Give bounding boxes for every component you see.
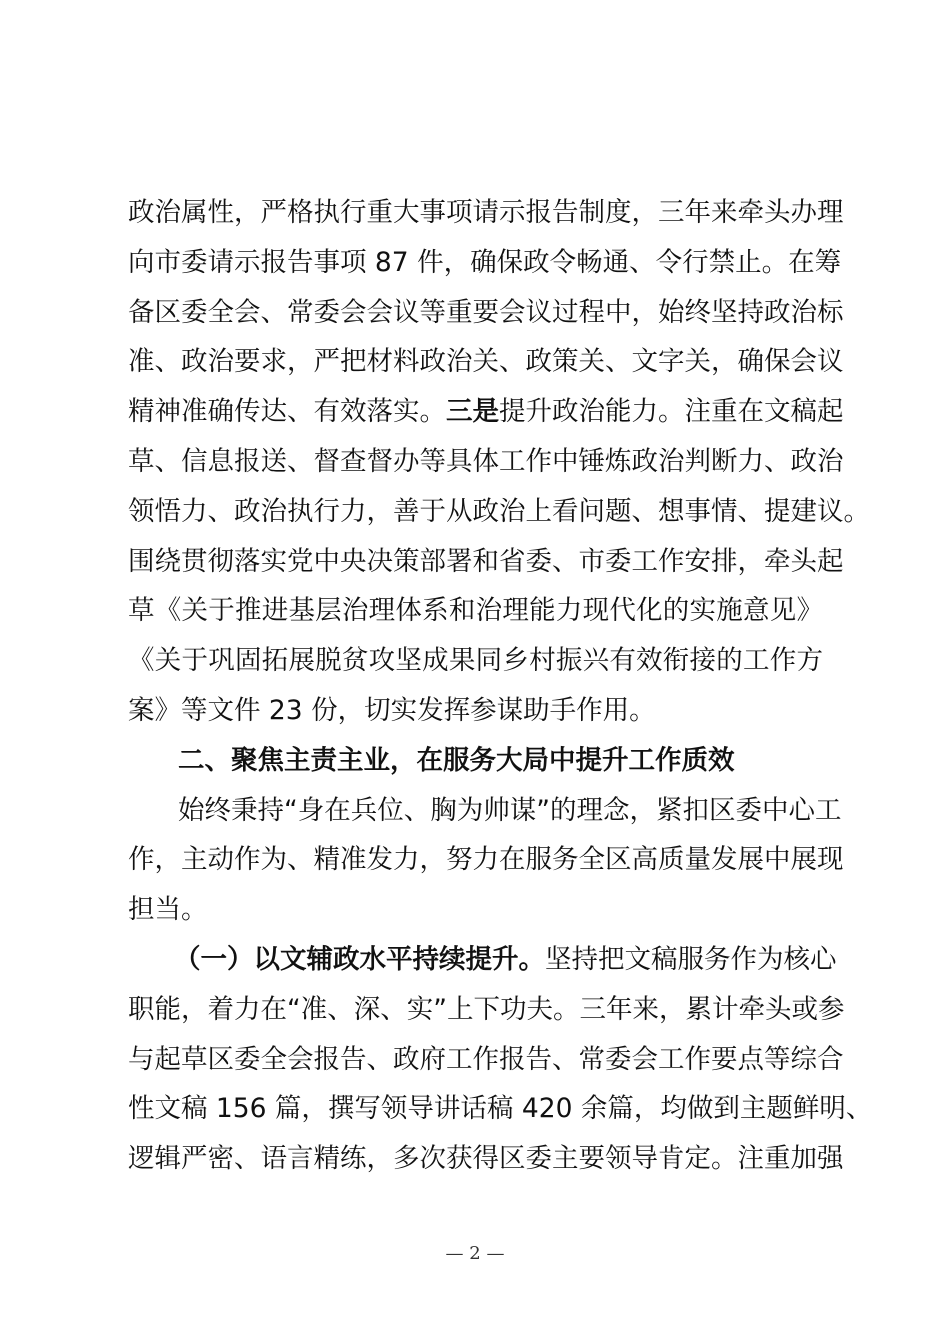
text-line <box>128 337 844 387</box>
text-segment: 领悟力、政治执行力，善于从政治上看问题、想事情、提建议。 <box>128 495 870 527</box>
text-segment: 职能，着力在“准、深、实”上下功夫。三年来，累计牵头或参 <box>128 993 845 1025</box>
text-segment: 政治属性，严格执行重大事项请示报告制度，三年来牵头办理 <box>128 197 844 228</box>
text-line <box>128 537 844 587</box>
bold-text: 三是 <box>446 396 499 428</box>
text-line <box>128 985 845 1035</box>
text-line <box>128 238 842 288</box>
body-text <box>128 188 873 1184</box>
page-number: — 2 — <box>445 1243 505 1264</box>
text-segment: 备区委全会、常委会会议等重要会议过程中，始终坚持政治标 <box>128 296 844 328</box>
text-segment: 围绕贯彻落实党中央决策部署和省委、市委工作安排，牵头起 <box>128 545 844 577</box>
text-segment: 性文稿 156 篇，撰写领导讲话稿 420 余篇，均做到主题鲜明、 <box>128 1093 873 1125</box>
text-line <box>128 686 823 736</box>
bold-text: （一）以文辅政水平持续提升。 <box>174 943 545 975</box>
text-line <box>128 935 837 985</box>
text-segment: 担当。 <box>128 894 208 926</box>
text-line <box>128 1084 873 1134</box>
text-line <box>128 586 823 636</box>
text-line <box>128 487 870 537</box>
text-segment: 案》等文件 23 份，切实发挥参谋助手作用。 <box>128 694 656 726</box>
text-segment: 精神准确传达、有效落实。 <box>128 396 446 428</box>
text-line <box>128 885 823 935</box>
text-line <box>128 188 844 238</box>
text-line <box>128 736 823 786</box>
text-segment: 作，主动作为、精准发力，努力在服务全区高质量发展中展现 <box>128 844 844 876</box>
text-segment: 坚持把文稿服务作为核心 <box>545 943 837 975</box>
text-line <box>128 1035 844 1085</box>
bold-text: 二、聚焦主责主业，在服务大局中提升工作质效 <box>178 744 735 776</box>
text-line <box>128 835 844 885</box>
text-segment: 草、信息报送、督查督办等具体工作中锤炼政治判断力、政治 <box>128 445 844 477</box>
text-line <box>128 288 844 338</box>
text-segment: 提升政治能力。注重在文稿起 <box>499 396 844 428</box>
text-line <box>128 387 844 437</box>
text-segment: 与起草区委全会报告、政府工作报告、常委会工作要点等综合 <box>128 1043 844 1075</box>
text-line <box>128 437 844 487</box>
text-line <box>128 636 823 686</box>
text-segment: 始终秉持“身在兵位、胸为帅谋”的理念，紧扣区委中心工 <box>178 794 842 826</box>
text-segment: 《关于巩固拓展脱贫攻坚成果同乡村振兴有效衔接的工作方 <box>128 645 823 677</box>
text-segment: 向市委请示报告事项 87 件，确保政令畅通、令行禁止。在筹 <box>128 246 842 278</box>
text-segment: 逻辑严密、语言精练，多次获得区委主要领导肯定。注重加强 <box>128 1143 844 1175</box>
text-line <box>128 1134 844 1184</box>
text-line <box>128 786 842 836</box>
text-segment: 草《关于推进基层治理体系和治理能力现代化的实施意见》 <box>128 595 823 627</box>
text-segment: 准、政治要求，严把材料政治关、政策关、文字关，确保会议 <box>128 346 844 378</box>
